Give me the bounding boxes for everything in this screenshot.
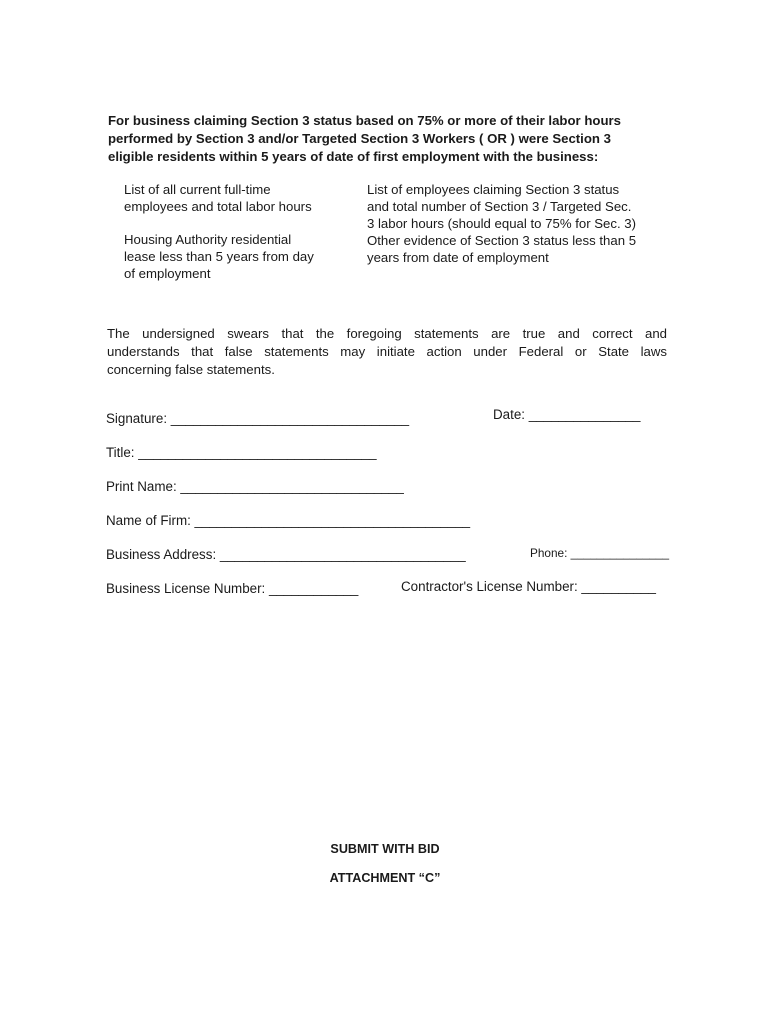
statement-line: understands that false statements may initiate action under Federal or State laws — [107, 344, 667, 359]
contractor-license-field[interactable]: Contractor's License Number: __________ — [401, 579, 656, 594]
section3-heading — [108, 112, 688, 166]
business-license-field[interactable]: Business License Number: ____________ — [106, 581, 359, 596]
heading-line: eligible residents within 5 years of date of first employment with the business: — [108, 149, 599, 164]
heading-line: performed by Section 3 and/or Targeted Section 3 Workers ( OR ) were Section 3 — [108, 131, 611, 146]
date-field[interactable]: Date: _______________ — [493, 407, 641, 422]
left-requirements-column — [124, 181, 354, 282]
submit-with-bid-label: SUBMIT WITH BID — [330, 842, 440, 856]
requirement-text: Housing Authority residential — [124, 232, 292, 247]
requirement-text: lease less than 5 years from day — [124, 249, 314, 264]
sworn-statement — [107, 325, 667, 379]
requirement-text: List of all current full-time — [124, 182, 271, 197]
print-name-field[interactable]: Print Name: ______________________________ — [106, 479, 404, 494]
requirement-text: of employment — [124, 266, 211, 281]
requirement-text: years from date of employment — [367, 250, 549, 265]
statement-line: concerning false statements. — [107, 362, 275, 377]
attachment-label: ATTACHMENT “C” — [329, 871, 441, 885]
requirement-text: employees and total labor hours — [124, 199, 312, 214]
business-address-field[interactable]: Business Address: _________________________________ — [106, 547, 466, 562]
name-of-firm-field[interactable]: Name of Firm: _____________________________________ — [106, 513, 471, 528]
requirement-text: List of employees claiming Section 3 status — [367, 182, 620, 197]
right-requirements-column — [367, 181, 667, 266]
signature-field[interactable]: Signature: ________________________________ — [106, 411, 410, 426]
requirement-text: 3 labor hours (should equal to 75% for Sec. 3) — [367, 216, 637, 231]
requirement-text: Other evidence of Section 3 status less than 5 — [367, 233, 637, 248]
statement-line: The undersigned swears that the foregoing statements are true and correct and — [107, 326, 667, 341]
title-field[interactable]: Title: ________________________________ — [106, 445, 377, 460]
requirement-text: and total number of Section 3 / Targeted Sec. — [367, 199, 632, 214]
phone-field[interactable]: Phone: _______________ — [530, 546, 670, 560]
heading-line: For business claiming Section 3 status based on 75% or more of their labor hours — [108, 113, 621, 128]
